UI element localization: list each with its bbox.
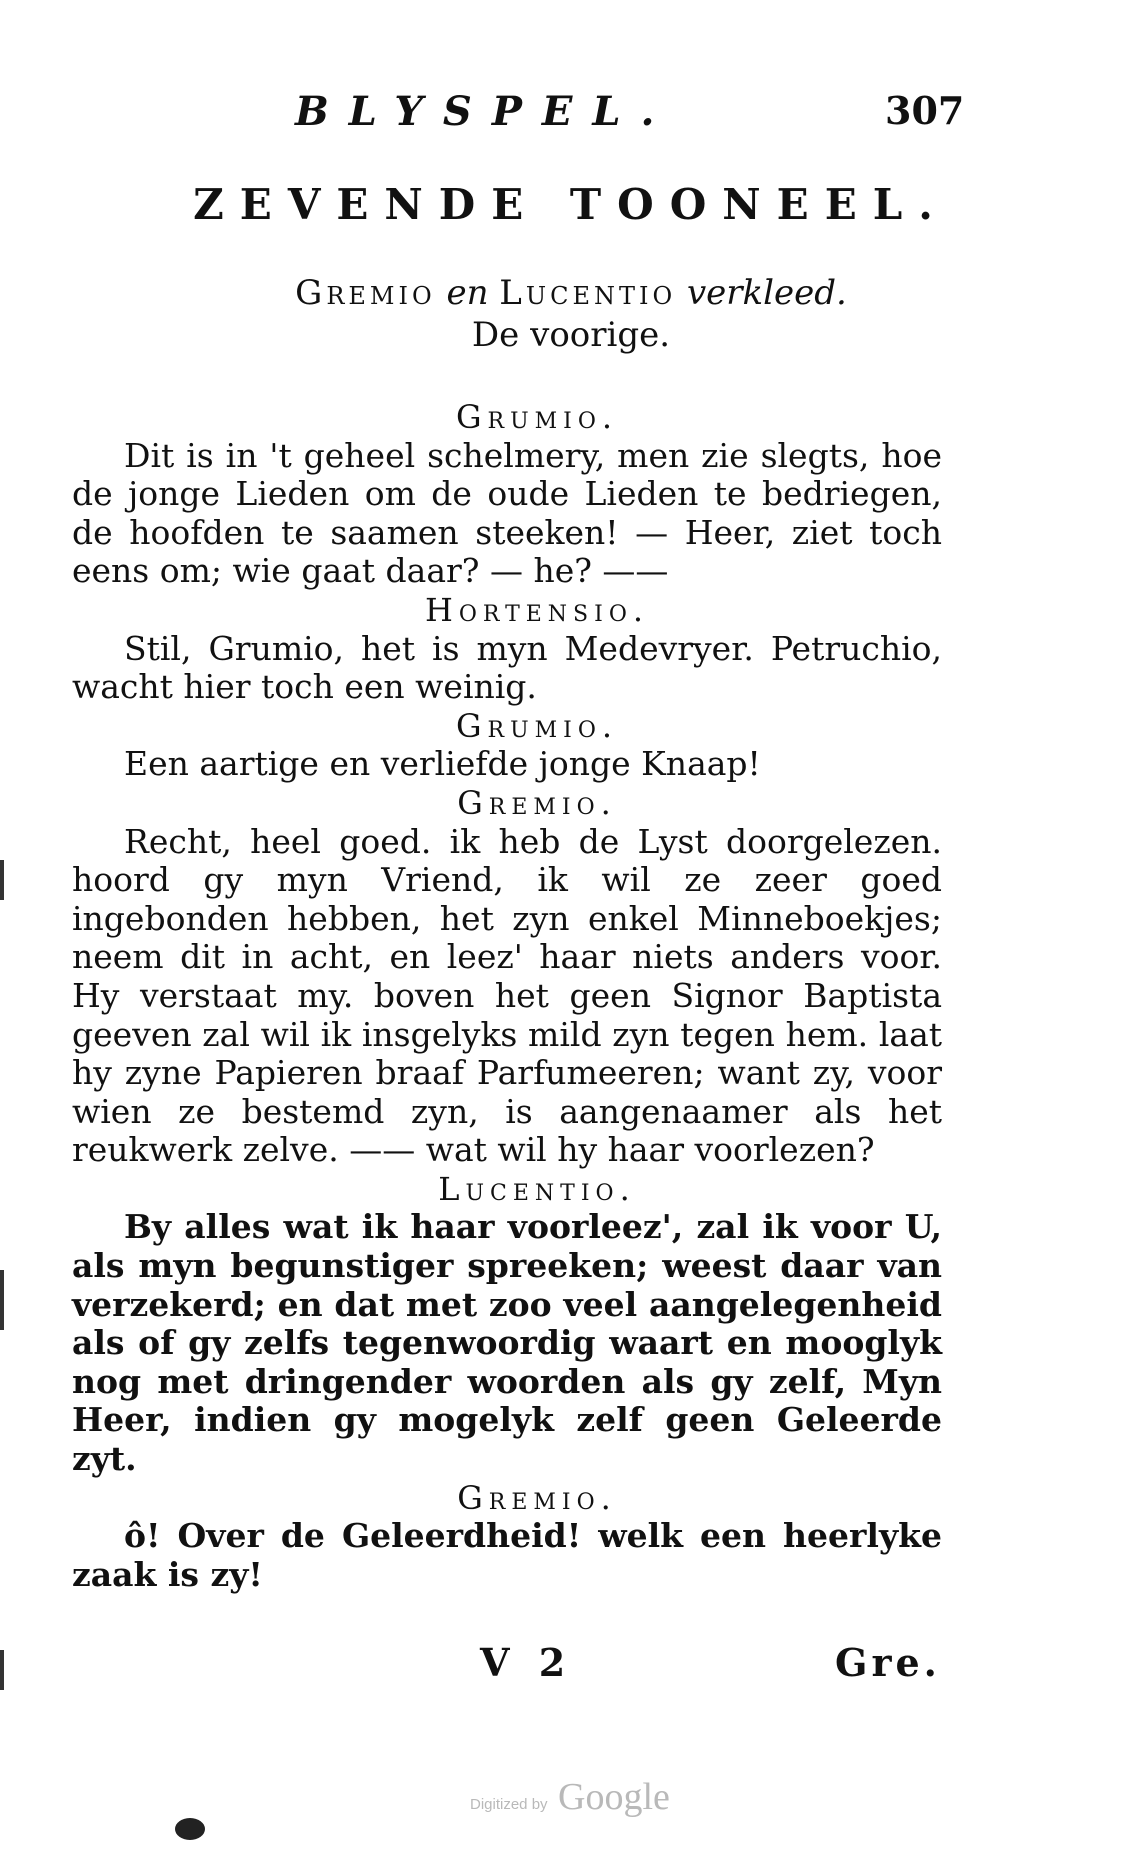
speech-text: ô! Over de Geleerdheid! welk een heerlyke zaak is zy! (72, 1516, 942, 1594)
digitization-watermark (470, 1775, 670, 1819)
speaker-name: Grumio. (455, 706, 619, 745)
scan-edge-mark (0, 860, 4, 900)
scene-characters (0, 272, 1142, 356)
watermark-logo: Google (558, 1776, 670, 1818)
page-number: 307 (885, 88, 965, 133)
stage-direction: verkleed. (686, 273, 847, 313)
speaker-name: Gremio. (457, 1478, 617, 1517)
conjunction: en (446, 273, 489, 313)
signature-mark: V 2 (480, 1640, 574, 1685)
speech-text: By alles wat ik haar voorleez', zal ik voor U, als myn begunstiger spreeken; weest daar van verzekerd; en dat met zoo veel aangelegenheid als of gy zelfs tegenwoordig waart en mooglyk nog met dringender woorden als gy zelf, Myn Heer, indien gy mogelyk zelf geen Geleerde zyt. (72, 1207, 942, 1479)
speech-text: Een aartige en verliefde jonge Knaap! (124, 744, 761, 784)
page-header (0, 88, 1142, 148)
speaker-name: Hortensio. (424, 590, 650, 629)
character-name: Lucentio (499, 273, 677, 313)
speaker-name: Gremio. (457, 783, 617, 822)
dialogue (72, 398, 942, 1594)
scene-title: ZEVENDE TOONEEL. (193, 180, 949, 229)
scan-edge-mark (0, 1270, 4, 1330)
character-name: Gremio (295, 273, 436, 313)
catchword: Gre. (835, 1640, 941, 1685)
scan-edge-mark (0, 1650, 4, 1690)
watermark-prefix: Digitized by (470, 1796, 548, 1813)
characters-line-2: De voorige. (471, 315, 671, 355)
speech-text: Dit is in 't geheel schelmery, men zie slegts, hoe de jonge Lieden om de oude Lieden te bedriegen, de hoofden te saamen steeken! — Heer, ziet toch eens om; wie gaat daar? — he? —— (72, 435, 942, 591)
speech-text: Stil, Grumio, het is myn Medevryer. Petruchio, wacht hier toch een weinig. (72, 628, 942, 707)
speech-text: Recht, heel goed. ik heb de Lyst doorgelezen. hoord gy myn Vriend, ik wil ze zeer goed ingebonden hebben, het zyn enkel Minneboekjes; neem dit in acht, en leez' haar niets anders voor. Hy verstaat my. boven het geen Signor Baptista geeven zal wil ik insgelyks mild zyn tegen hem. laat hy zyne Papieren braaf Parfumeeren; want zy, voor wien ze bestemd zyn, is aangenaamer als het reukwerk zelve. —— wat wil hy haar voorlezen? (72, 821, 942, 1170)
running-title: BLYSPEL. (295, 88, 675, 135)
ink-blot (175, 1818, 205, 1840)
speaker-name: Lucentio. (438, 1169, 636, 1208)
speaker-name: Grumio. (455, 398, 619, 436)
characters-line-1 (0, 272, 1142, 314)
